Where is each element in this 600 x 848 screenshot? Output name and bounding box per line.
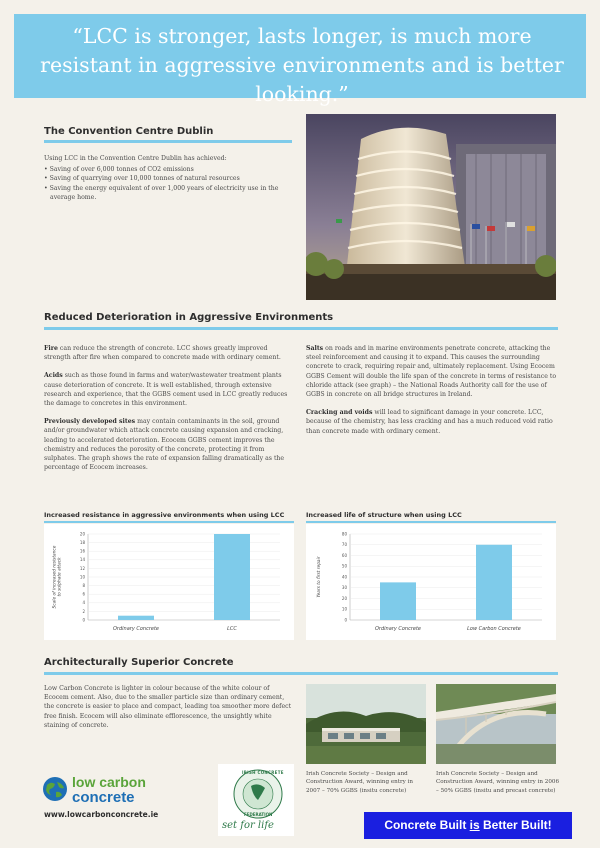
chart1-title: Increased resistance in aggressive environments when using LCC — [44, 511, 285, 519]
chart1-category-label: Ordinary Concrete — [112, 626, 160, 632]
badge-mid-text: FEDERATION — [244, 812, 273, 817]
deterioration-right-column — [306, 344, 558, 436]
chart2-svg — [306, 524, 556, 640]
chart2-bar — [380, 582, 416, 620]
chart2-y-tick-label: 40 — [341, 574, 347, 580]
salts-paragraph — [306, 344, 558, 399]
chart1-y-tick-label: 12 — [79, 565, 85, 571]
deterioration-rule — [44, 327, 558, 330]
award-caption-2: Irish Concrete Society – Design and Construction Award, winning entry in 2006 – 50% GGBS (insitu and precast concrete) — [436, 771, 559, 794]
badge-top-text: IRISH CONCRETE — [242, 770, 284, 775]
architecture-rule — [44, 672, 558, 675]
convention-bullet: • Saving of quarrying over 10,000 tonnes of natural resources — [44, 174, 294, 183]
chart1-y-tick-label: 20 — [79, 531, 85, 537]
sites-text: may contain contaminants in the soil, ground and/or groundwater which attack concrete causing expansion and cracking, leading to accelerated deterioration. Ecocem GGBS cement improves the chemistry and reduces the porosity of the concrete, protecting it from sulphates. The graph shows the rate of expansion falling dramatically as the percentage of Ecocem increases. — [44, 418, 285, 472]
chart1-svg — [44, 524, 294, 640]
chart1-y-tick-label: 10 — [79, 574, 85, 580]
cta-text-is: is — [469, 818, 480, 832]
chart1-y-label-line: to sulphate attack — [57, 557, 63, 597]
chart1-y-tick-label: 2 — [82, 608, 85, 614]
chart2-category-label: Low Carbon Concrete — [467, 626, 521, 632]
convention-title: The Convention Centre Dublin — [44, 126, 214, 137]
chart1-y-tick-label: 8 — [82, 583, 85, 588]
cta-banner — [364, 812, 572, 839]
chart2-y-tick-label: 30 — [341, 585, 347, 591]
chart2-bar — [476, 545, 512, 620]
federation-badge — [218, 764, 294, 836]
headline-quote: “LCC is stronger, lasts longer, is much more resistant in aggressive environments and is better looking.” — [40, 24, 564, 106]
chart1-box — [44, 524, 294, 640]
cta-text-start: Concrete Built — [384, 818, 470, 832]
acids-lead: Acids — [44, 372, 63, 380]
chart1-y-tick-label: 16 — [79, 548, 85, 554]
cracking-text: will lead to significant damage in your concrete. LCC, because of the chemistry, has less cracking and has a much reduced void ratio than concrete made with ordinary cement. — [306, 409, 553, 435]
sites-lead: Previously developed sites — [44, 418, 136, 426]
acids-text: such as those found in farms and water/wastewater treatment plants cause deterioration of concrete. It is well established, through extensive research and experience, that the GGBS cement used in LCC greatly reduces the damage to concretes in this environment. — [44, 372, 288, 408]
chart2-title: Increased life of structure when using LCC — [306, 511, 462, 519]
chart1-bar — [214, 534, 250, 620]
award-photo-building — [306, 684, 426, 764]
chart1-y-tick-label: 0 — [82, 617, 85, 623]
chart2-y-tick-label: 20 — [341, 595, 347, 601]
chart1-y-tick-label: 4 — [82, 600, 85, 606]
architecture-text: Low Carbon Concrete is lighter in colour because of the white colour of Ecocem cement. Also, due to the smaller particle size than ordinary cement, the concrete is easier to place and compact, leading toa smoother more defect free finish. Ecocem will also eliminate efflorescence, the unsightly white staining of concrete. — [44, 685, 292, 729]
convention-centre-photo — [306, 114, 556, 300]
deterioration-title: Reduced Deterioration in Aggressive Environments — [44, 312, 334, 323]
cracking-lead: Cracking and voids — [306, 409, 373, 417]
fire-lead: Fire — [44, 345, 58, 352]
logo-concrete: concrete — [72, 789, 135, 806]
convention-bullet: • Saving of over 6,000 tonnes of CO2 emissions — [44, 165, 294, 174]
chart1-y-label — [52, 545, 63, 608]
convention-intro: Using LCC in the Convention Centre Dublin has achieved: — [44, 155, 227, 162]
chart2-y-label: Years to first repair — [317, 556, 322, 598]
sites-paragraph — [44, 417, 296, 472]
fire-paragraph — [44, 344, 296, 362]
convention-body — [44, 154, 294, 202]
chart2-rule — [306, 521, 556, 523]
website-url: www.lowcarbonconcrete.ie — [44, 810, 159, 819]
salts-lead: Salts — [306, 345, 324, 352]
award-photo-bridge — [436, 684, 556, 764]
fire-text: can reduce the strength of concrete. LCC shows greatly improved strength after fire when compared to concrete made with ordinary cement. — [44, 345, 281, 362]
chart2-box — [306, 524, 556, 640]
convention-rule — [44, 140, 292, 143]
award-caption-1: Irish Concrete Society – Design and Construction Award, winning entry in 2007 – 70% GGBS (insitu concrete) — [306, 771, 413, 794]
chart2-y-tick-label: 10 — [341, 606, 347, 612]
architecture-title: Architecturally Superior Concrete — [44, 657, 234, 668]
cracking-paragraph — [306, 408, 558, 436]
chart2-y-tick-label: 60 — [341, 552, 347, 558]
chart2-y-tick-label: 80 — [341, 531, 347, 537]
chart1-y-tick-label: 14 — [79, 557, 85, 563]
acids-paragraph — [44, 371, 296, 408]
convention-bullet: • Saving the energy equivalent of over 1,000 years of electricity use in the average home. — [44, 184, 294, 202]
chart2-y-tick-label: 0 — [344, 617, 347, 623]
badge-slogan: set for life — [222, 820, 274, 831]
cta-text-end: Better Built! — [479, 818, 552, 832]
chart1-y-tick-label: 6 — [82, 591, 85, 597]
deterioration-left-column — [44, 344, 296, 472]
chart2-y-tick-label: 50 — [341, 563, 347, 569]
logo-low-carbon: low carbon — [72, 774, 146, 790]
chart1-rule — [44, 521, 294, 523]
chart2-category-label: Ordinary Concrete — [374, 626, 422, 632]
globe-icon — [42, 776, 68, 802]
chart1-bar — [118, 616, 154, 620]
chart1-category-label: LCC — [227, 626, 237, 632]
chart1-y-tick-label: 18 — [79, 540, 85, 545]
chart2-y-tick-label: 70 — [341, 542, 347, 548]
chart1-y-label-line: Scale of increased resistance — [52, 545, 58, 609]
salts-text: on roads and in marine environments penetrate concrete, attacking the steel reinforcement and causing it to expand. This causes the surrounding concrete to crack, requiring repair and, ultimately replacement. Using Ecocem GGBS Cement will double the life span of the concrete in terms of resistance to chloride attack (see graph) – the National Roads Authority call for the use of GGBS in concrete on all bridge structures in Ireland. — [306, 345, 557, 399]
